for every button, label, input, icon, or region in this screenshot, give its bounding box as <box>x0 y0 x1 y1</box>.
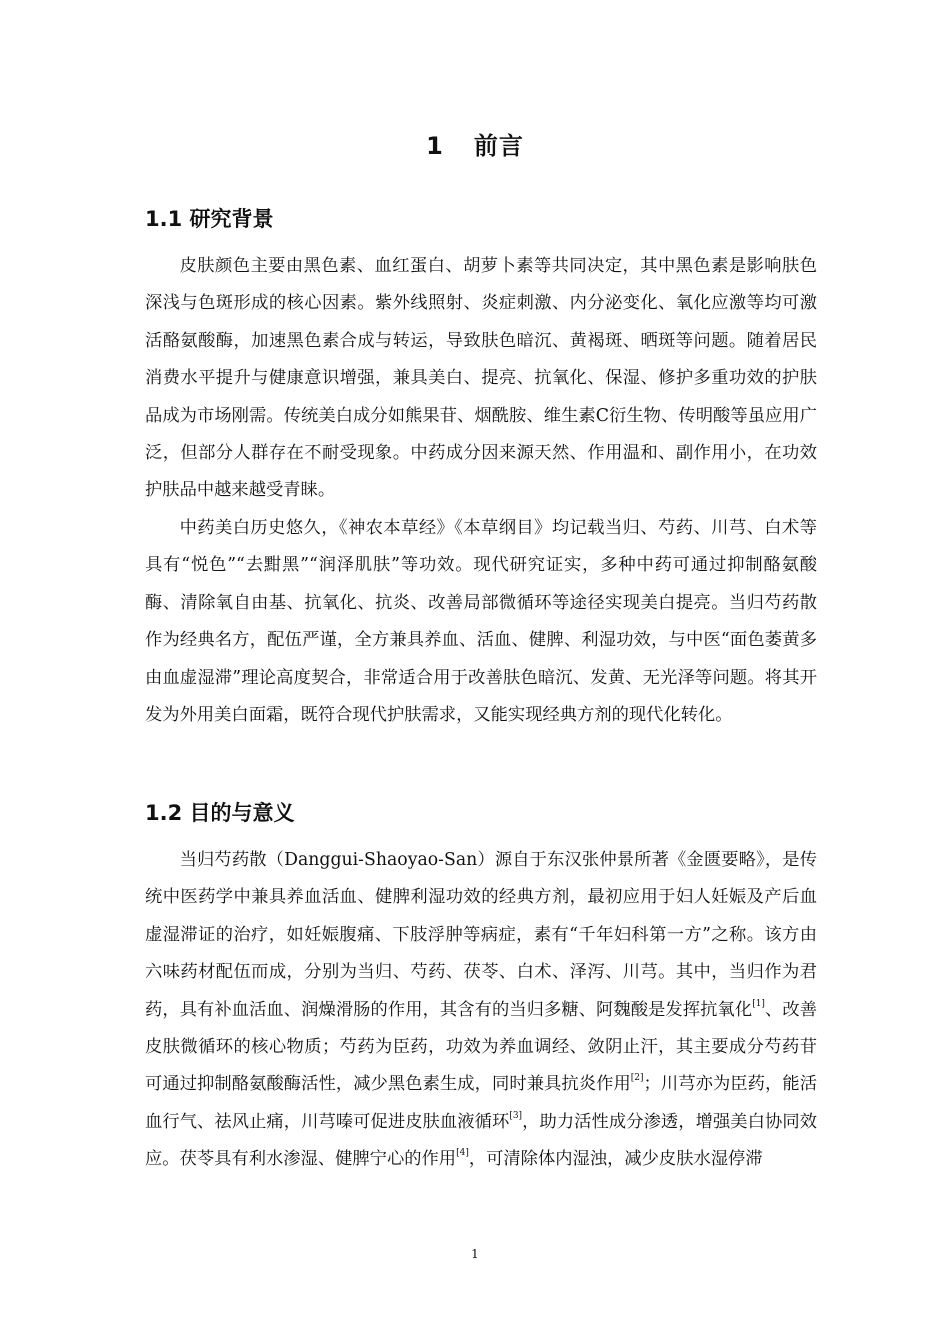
paragraph-text: 、改善皮肤微循环的核心物质；芍药为臣药，功效为养血调经、敛阴止汗，其主要成分芍药苷可通过抑制酪氨酸酶活性，减少黑色素生成，同时兼具抗炎作用 <box>145 999 817 1095</box>
citation-ref-2[interactable]: [2] <box>630 1073 644 1084</box>
section-heading-background: 1.1 研究背景 <box>145 207 274 231</box>
paragraph-purpose-1 <box>145 842 817 1179</box>
paragraph-text: ，助力活性成分渗透，增强美白协同效应。茯苓具有利水渗湿、健脾宁心的作用 <box>145 1111 817 1170</box>
citation-ref-1[interactable]: [1] <box>752 998 765 1009</box>
paragraph-text: ，可清除体内湿浊，减少皮肤水湿停滞 <box>468 1149 763 1170</box>
section-heading-purpose: 1.2 目的与意义 <box>145 801 295 825</box>
page-number: 1 <box>471 1247 479 1261</box>
chapter-number: 1 <box>426 132 444 160</box>
paragraph-text: ；川芎亦为臣药，能活血行气、祛风止痛，川芎嗪可促进皮肤血液循环 <box>145 1074 817 1132</box>
chapter-title-text: 前言 <box>473 132 524 160</box>
citation-ref-4[interactable]: [4] <box>456 1148 469 1159</box>
chapter-title <box>0 126 950 161</box>
paragraph-text: 当归芍药散（Danggui-Shaoyao-San）源自于东汉张仲景所著《金匮要略》，是传统中医药学中兼具养血活血、健脾利湿功效的经典方剂，最初应用于妇人妊娠及产后血虚湿滞证的治疗，如妊娠腹痛、下肢浮肿等病症，素有“千年妇科第一方”之称。该方由六味药材配伍而成，分别为当归、芍药、茯苓、白术、泽泻、川芎。其中，当归作为君药，具有补血活血、润燥滑肠的作用，其含有的当归多糖、阿魏酸是发挥抗氧化 <box>145 850 817 1020</box>
citation-ref-3[interactable]: [3] <box>509 1110 523 1121</box>
paragraph-background-2: 中药美白历史悠久，《神农本草经》《本草纲目》均记载当归、芍药、川芎、白术等具有“悦色”“去黚黑”“润泽肌肤”等功效。现代研究证实，多种中药可通过抑制酪氨酸酶、清除氧自由基、抗氧化、抗炎、改善局部微循环等途径实现美白提亮。当归芍药散作为经典名方，配伍严谨，全方兼具养血、活血、健脾、利湿功效，与中医“面色萎黄多由血虚湿滞”理论高度契合，非常适合用于改善肤色暗沉、发黄、无光泽等问题。将其开发为外用美白面霜，既符合现代护肤需求，又能实现经典方剂的现代化转化。 <box>145 518 817 726</box>
paragraph-background-1: 皮肤颜色主要由黑色素、血红蛋白、胡萝卜素等共同决定，其中黑色素是影响肤色深浅与色斑形成的核心因素。紫外线照射、炎症刺激、内分泌变化、氧化应激等均可激活酪氨酸酶，加速黑色素合成与转运，导致肤色暗沉、黄褐斑、晒斑等问题。随着居民消费水平提升与健康意识增强，兼具美白、提亮、抗氧化、保湿、修护多重功效的护肤品成为市场刚需。传统美白成分如熊果苷、烟酰胺、维生素C衍生物、传明酸等虽应用广泛，但部分人群存在不耐受现象。中药成分因来源天然、作用温和、副作用小，在功效护肤品中越来越受青睐。 <box>145 256 817 501</box>
